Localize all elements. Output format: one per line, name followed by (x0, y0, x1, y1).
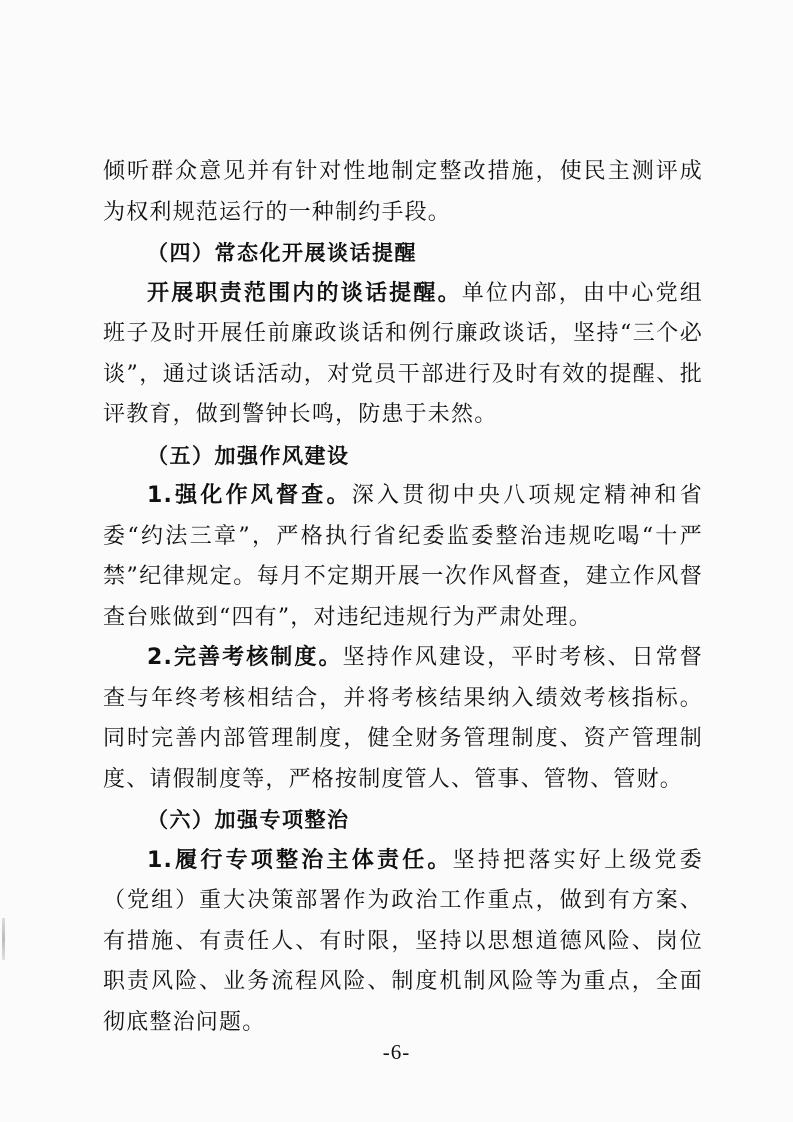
section-heading-four: （四）常态化开展谈话提醒 (147, 241, 417, 265)
paragraph-talk-reminder-body: 单位内部，由中心党组班子及时开展任前廉政谈话和例行廉政谈话，坚持“三个必谈”，通过谈话活动，对党员干部进行及时有效的提醒、批评教育，做到警钟长鸣，防患于未然。 (103, 280, 703, 427)
paragraph-continuation: 倾听群众意见并有针对性地制定整改措施，使民主测评成为权利规范运行的一种制约手段。 (103, 159, 703, 225)
paragraph-special-rectification-lead: 1.履行专项整治主体责任。 (147, 847, 453, 873)
paragraph-special-rectification-body: 坚持把落实好上级党委（党组）重大决策部署作为政治工作重点，做到有方案、有措施、有责任人、有时限，坚持以思想道德风险、岗位职责风险、业务流程风险、制度机制风险等为重点，全面彻底整治问题。 (103, 847, 703, 1035)
paragraph-assessment-system-lead: 2.完善考核制度。 (147, 645, 343, 670)
paragraph-assessment-system-body: 坚持作风建设，平时考核、日常督查与年终考核相结合，并将考核结果纳入绩效考核指标。同时完善内部管理制度，健全财务管理制度、资产管理制度、请假制度等，严格按制度管人、管事、管物、管财。 (103, 645, 703, 792)
section-heading-six: （六）加强专项整治 (147, 808, 350, 832)
paragraph-talk-reminder-lead: 开展职责范围内的谈话提醒。 (147, 280, 462, 306)
page-number: -6- (382, 1040, 411, 1064)
document-body (103, 152, 703, 1043)
paragraph-assessment-system (103, 638, 703, 800)
scan-edge-mark (2, 918, 5, 960)
paragraph-special-rectification (103, 841, 703, 1044)
paragraph-style-inspection-body: 深入贯彻中央八项规定精神和省委“约法三章”，严格执行省纪委监委整治违规吃喝“十严禁”纪律规定。每月不定期开展一次作风督查，建立作风督查台账做到“四有”，对违纪违规行为严肃处理。 (103, 483, 703, 630)
section-heading-five: （五）加强作风建设 (147, 443, 350, 468)
paragraph-style-inspection (103, 476, 703, 638)
paragraph-style-inspection-lead: 1.强化作风督查。 (147, 483, 352, 508)
paragraph-talk-reminder (103, 274, 703, 436)
